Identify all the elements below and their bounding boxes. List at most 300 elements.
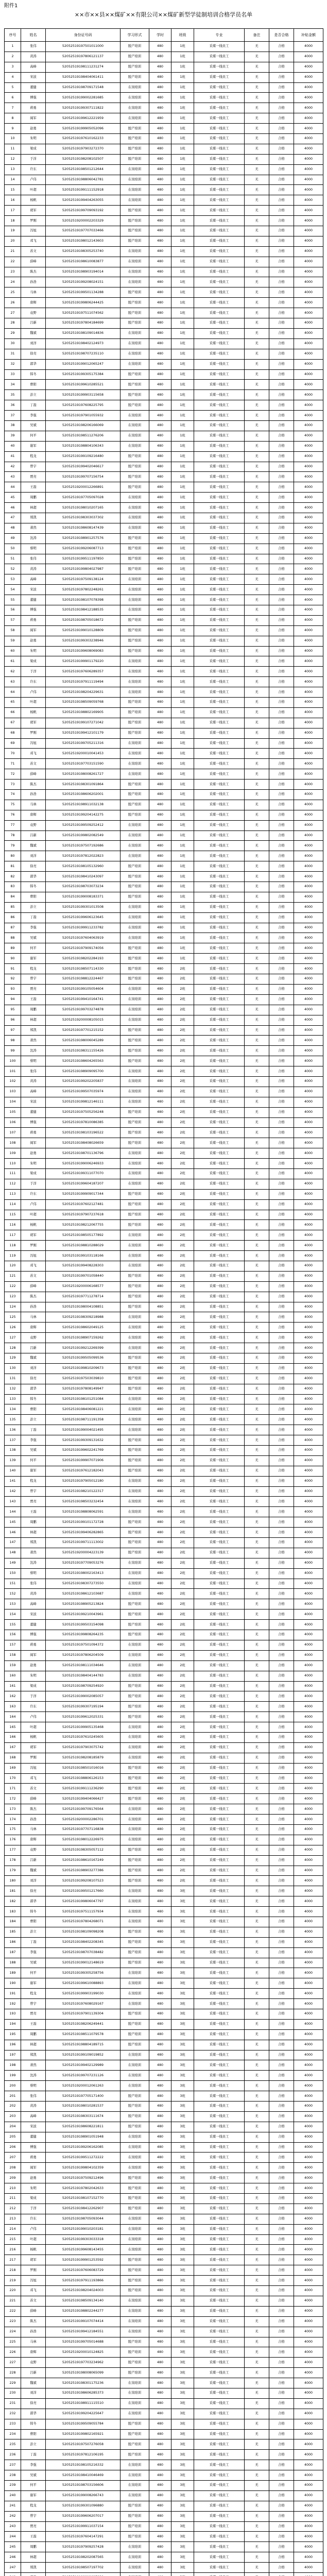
row-class: 1班 — [171, 636, 194, 646]
row-class: 3班 — [171, 2255, 194, 2265]
row-amount: 4000 — [294, 1691, 323, 1702]
row-id-number: 52052519199901253592 — [46, 2255, 121, 2265]
row-index: 81 — [5, 861, 21, 872]
row-name: 沈涛 — [21, 1046, 46, 1056]
table-row — [5, 984, 323, 994]
row-program: 采煤一线员工 — [194, 1323, 245, 1333]
row-remark: 无 — [245, 1794, 269, 1804]
row-id-number: 52052519197703234962 — [46, 2358, 121, 2368]
table-row — [5, 2194, 323, 2204]
row-index: 128 — [5, 1343, 21, 1353]
row-program: 采煤一线员工 — [194, 185, 245, 195]
row-name: 郑凯 — [21, 2050, 46, 2060]
row-amount: 4000 — [294, 1671, 323, 1681]
row-name: 曾宇 — [21, 1999, 46, 2009]
row-status — [269, 2572, 294, 2576]
table-row — [5, 113, 323, 124]
row-amount: 4000 — [294, 656, 323, 667]
row-name: 阎军 — [21, 113, 46, 124]
row-class: 3班 — [171, 2265, 194, 2276]
row-status: 合格 — [269, 1179, 294, 1189]
row-status: 合格 — [269, 533, 294, 544]
row-status: 合格 — [269, 2009, 294, 2020]
row-id-number: 52052519198408026659 — [46, 1138, 121, 1148]
row-name: 袁野 — [21, 1333, 46, 1343]
row-hours: 480 — [149, 369, 171, 380]
row-study-mode: 在岗培训 — [121, 831, 149, 841]
row-study-mode: 脱产培训 — [121, 1773, 149, 1784]
row-index: 151 — [5, 1579, 21, 1589]
row-class: 2班 — [171, 1517, 194, 1528]
row-program: 采煤一线员工 — [194, 2183, 245, 2194]
row-id-number: 52052519198010281537 — [46, 2102, 121, 2112]
row-program: 采煤一线员工 — [194, 328, 245, 338]
row-id-number: 52052519200006168577 — [46, 1281, 121, 1292]
row-amount: 4000 — [294, 2563, 323, 2573]
row-remark: 无 — [245, 2552, 269, 2563]
row-program: 采煤一线员工 — [194, 1159, 245, 1169]
row-index: 3 — [5, 62, 21, 72]
row-id-number: 52052519199707231126 — [46, 2071, 121, 2081]
row-index: 77 — [5, 820, 21, 831]
header-class: 班级 — [171, 29, 194, 42]
row-hours: 480 — [149, 2255, 171, 2265]
row-id-number: 52052519198705093044 — [46, 2214, 121, 2224]
row-remark: 无 — [245, 595, 269, 605]
row-amount: 4000 — [294, 933, 323, 943]
row-amount: 4000 — [294, 1261, 323, 1271]
row-name: 郭华 — [21, 872, 46, 882]
row-hours: 480 — [149, 390, 171, 400]
row-remark: 无 — [245, 1087, 269, 1097]
row-amount: 4000 — [294, 2102, 323, 2112]
row-index: 5 — [5, 82, 21, 93]
row-hours: 480 — [149, 1097, 171, 1107]
row-status: 合格 — [269, 687, 294, 698]
row-name: 曹阳 — [21, 892, 46, 902]
row-status: 合格 — [269, 72, 294, 82]
row-index: 141 — [5, 1476, 21, 1486]
header-program: 专业 — [194, 29, 245, 42]
row-class: 2班 — [171, 1302, 194, 1312]
row-id-number: 52052519199802082549 — [46, 831, 121, 841]
row-hours: 480 — [149, 1548, 171, 1558]
row-id-number: 52052519198711191358 — [46, 1415, 121, 1425]
row-remark: 无 — [245, 1784, 269, 1794]
row-index: 156 — [5, 1630, 21, 1640]
row-amount: 4000 — [294, 2490, 323, 2501]
row-name: 彭立 — [21, 1415, 46, 1425]
row-name: 魏斌 — [21, 1866, 46, 1876]
row-index: 232 — [5, 2409, 21, 2419]
row-program: 采煤一线员工 — [194, 1671, 245, 1681]
row-index: 230 — [5, 2388, 21, 2398]
row-remark: 无 — [245, 1374, 269, 1384]
table-row — [5, 1302, 323, 1312]
row-amount: 4000 — [294, 2327, 323, 2337]
row-hours: 480 — [149, 769, 171, 779]
row-remark: 无 — [245, 400, 269, 411]
row-status: 合格 — [269, 841, 294, 851]
table-row — [5, 2122, 323, 2132]
row-remark: 无 — [245, 1333, 269, 1343]
row-program: 采煤一线员工 — [194, 841, 245, 851]
row-name: 宋波 — [21, 72, 46, 82]
row-id-number: 52052519197703151590 — [46, 759, 121, 769]
row-name: 卢伟 — [21, 175, 46, 185]
table-row — [5, 1189, 323, 1199]
row-hours: 480 — [149, 2245, 171, 2255]
row-amount: 4000 — [294, 2286, 323, 2296]
row-program: 采煤一线员工 — [194, 564, 245, 574]
row-index: 79 — [5, 841, 21, 851]
row-hours: 480 — [149, 2029, 171, 2040]
row-status: 合格 — [269, 1107, 294, 1117]
row-status: 合格 — [269, 892, 294, 902]
row-hours: 480 — [149, 267, 171, 277]
row-class: 2班 — [171, 1261, 194, 1271]
table-row — [5, 1886, 323, 1896]
row-id-number: 52052519197905012180 — [46, 1476, 121, 1486]
row-id-number: 52052519199008183371 — [46, 892, 121, 902]
row-remark: 无 — [245, 1989, 269, 1999]
row-remark: 无 — [245, 2450, 269, 2460]
row-remark: 无 — [245, 523, 269, 533]
row-id-number: 52052519199701058440 — [46, 1271, 121, 1281]
table-row — [5, 1210, 323, 1220]
row-name: 沈涛 — [21, 533, 46, 544]
table-row — [5, 2081, 323, 2091]
row-index: 201 — [5, 2091, 21, 2102]
table-row — [5, 1640, 323, 1650]
row-id-number: 52052519199006246933 — [46, 1159, 121, 1169]
row-study-mode: 脱产培训 — [121, 1712, 149, 1722]
row-study-mode: 在岗培训 — [121, 82, 149, 93]
row-class: 2班 — [171, 1446, 194, 1456]
row-study-mode: 脱产培训 — [121, 1455, 149, 1466]
row-remark: 无 — [245, 349, 269, 359]
row-index: 131 — [5, 1374, 21, 1384]
row-name: 郑凯 — [21, 2563, 46, 2573]
row-program: 采煤一线员工 — [194, 2563, 245, 2573]
row-status: 合格 — [269, 882, 294, 892]
row-amount: 4000 — [294, 82, 323, 93]
row-study-mode: 在岗培训 — [121, 1415, 149, 1425]
row-id-number: 52052519199307195194 — [46, 1702, 121, 1712]
row-class: 3班 — [171, 2163, 194, 2173]
row-class: 2班 — [171, 1558, 194, 1568]
row-index: 52 — [5, 564, 21, 574]
row-hours: 480 — [149, 441, 171, 451]
row-hours: 480 — [149, 359, 171, 369]
row-program: 采煤一线员工 — [194, 636, 245, 646]
row-remark: 无 — [245, 1107, 269, 1117]
row-amount: 4000 — [294, 2296, 323, 2306]
row-amount: 4000 — [294, 574, 323, 585]
row-hours: 480 — [149, 2409, 171, 2419]
row-class: 3班 — [171, 1937, 194, 1947]
row-index: 40 — [5, 441, 21, 451]
row-program: 采煤一线员工 — [194, 2081, 245, 2091]
row-program: 采煤一线员工 — [194, 257, 245, 267]
row-id-number: 52052519198911115510 — [46, 2398, 121, 2409]
row-id-number: 52052519199909017344 — [46, 1189, 121, 1199]
row-hours: 480 — [149, 1722, 171, 1733]
row-program: 采煤一线员工 — [194, 2501, 245, 2511]
row-program: 采煤一线员工 — [194, 298, 245, 308]
row-index: 164 — [5, 1712, 21, 1722]
row-id-number: 52052519198204024003 — [46, 2286, 121, 2296]
row-index: 145 — [5, 1517, 21, 1528]
row-study-mode: 在岗培训 — [121, 1076, 149, 1087]
row-name — [21, 2572, 46, 2576]
row-remark: 无 — [245, 994, 269, 1005]
row-status: 合格 — [269, 1097, 294, 1107]
row-program: 采煤一线员工 — [194, 1230, 245, 1241]
row-id-number: 52052519199410164741 — [46, 994, 121, 1005]
row-remark: 无 — [245, 277, 269, 287]
row-status: 合格 — [269, 790, 294, 800]
row-remark: 无 — [245, 605, 269, 615]
row-remark: 无 — [245, 574, 269, 585]
table-row — [5, 2224, 323, 2234]
row-status: 合格 — [269, 1671, 294, 1681]
row-study-mode: 在岗培训 — [121, 2224, 149, 2234]
row-id-number: 52052519197901139304 — [46, 2009, 121, 2020]
row-remark: 无 — [245, 1056, 269, 1066]
row-status: 合格 — [269, 1528, 294, 1538]
row-amount: 4000 — [294, 1886, 323, 1896]
row-study-mode: 脱产培训 — [121, 954, 149, 964]
row-id-number: 52052519200008105015 — [46, 1015, 121, 1025]
row-name: 刘洋 — [21, 851, 46, 861]
row-index: 80 — [5, 851, 21, 861]
row-hours: 480 — [149, 1220, 171, 1230]
row-class: 1班 — [171, 236, 194, 246]
row-id-number: 52052519197511074562 — [46, 308, 121, 318]
row-study-mode: 脱产培训 — [121, 287, 149, 298]
row-index: 241 — [5, 2501, 21, 2511]
row-hours: 480 — [149, 687, 171, 698]
row-amount: 4000 — [294, 2214, 323, 2224]
row-status: 合格 — [269, 1404, 294, 1415]
row-index: 9 — [5, 124, 21, 134]
row-program: 采煤一线员工 — [194, 493, 245, 503]
row-remark: 无 — [245, 2490, 269, 2501]
row-id-number: 52052519199711113002 — [46, 1538, 121, 1548]
row-status: 合格 — [269, 564, 294, 574]
row-name: 吕新 — [21, 2368, 46, 2378]
row-index: 120 — [5, 1261, 21, 1271]
table-row — [5, 1589, 323, 1599]
row-remark: 无 — [245, 656, 269, 667]
row-status: 合格 — [269, 2204, 294, 2214]
row-amount: 4000 — [294, 902, 323, 912]
row-class: 2班 — [171, 1168, 194, 1179]
row-status: 合格 — [269, 2255, 294, 2265]
row-status: 合格 — [269, 2521, 294, 2532]
row-status: 合格 — [269, 1609, 294, 1620]
row-name: 马林 — [21, 1824, 46, 1835]
row-program: 采煤一线员工 — [194, 2388, 245, 2398]
row-program: 采煤一线员工 — [194, 2347, 245, 2358]
row-name: 苏文 — [21, 246, 46, 257]
row-amount: 4000 — [294, 1937, 323, 1947]
row-index: 171 — [5, 1784, 21, 1794]
row-amount: 4000 — [294, 1056, 323, 1066]
row-hours: 480 — [149, 1907, 171, 1917]
row-hours: 480 — [149, 113, 171, 124]
row-study-mode: 脱产培训 — [121, 615, 149, 625]
row-status: 合格 — [269, 380, 294, 390]
row-index: 32 — [5, 359, 21, 369]
row-name: 张伟 — [21, 554, 46, 564]
row-program: 采煤一线员工 — [194, 800, 245, 810]
row-status: 合格 — [269, 1702, 294, 1712]
row-status: 合格 — [269, 2368, 294, 2378]
row-study-mode: 脱产培训 — [121, 1855, 149, 1866]
row-index: 135 — [5, 1415, 21, 1425]
row-id-number: 52052519198911032138 — [46, 800, 121, 810]
row-class: 1班 — [171, 318, 194, 329]
row-amount: 4000 — [294, 1558, 323, 1568]
row-remark: 无 — [245, 1507, 269, 1517]
row-status: 合格 — [269, 872, 294, 882]
row-study-mode: 脱产培训 — [121, 974, 149, 985]
row-id-number: 52052519198703073234 — [46, 882, 121, 892]
row-class: 3班 — [171, 2050, 194, 2060]
row-class: 1班 — [171, 226, 194, 236]
row-id-number: 52052519197509138124 — [46, 574, 121, 585]
row-status: 合格 — [269, 206, 294, 216]
table-row — [5, 1968, 323, 1978]
row-remark: 无 — [245, 861, 269, 872]
table-row — [5, 308, 323, 318]
row-class: 2班 — [171, 1271, 194, 1281]
row-amount: 4000 — [294, 1773, 323, 1784]
table-row — [5, 1261, 323, 1271]
row-class: 3班 — [171, 2296, 194, 2306]
row-program: 采煤一线员工 — [194, 1937, 245, 1947]
row-study-mode: 在岗培训 — [121, 1907, 149, 1917]
row-remark: 无 — [245, 2368, 269, 2378]
row-program: 采煤一线员工 — [194, 1538, 245, 1548]
row-name: 蔡明 — [21, 2081, 46, 2091]
row-amount: 4000 — [294, 1466, 323, 1476]
row-remark: 无 — [245, 636, 269, 646]
row-study-mode: 脱产培训 — [121, 462, 149, 472]
table-row — [5, 1732, 323, 1742]
row-status: 合格 — [269, 2040, 294, 2050]
row-study-mode: 在岗培训 — [121, 2542, 149, 2552]
row-name: 梁成 — [21, 1168, 46, 1179]
row-remark: 无 — [245, 1681, 269, 1691]
table-row — [5, 1415, 323, 1425]
table-row — [5, 400, 323, 411]
row-amount: 4000 — [294, 308, 323, 318]
row-id-number: 52052519198903194014 — [46, 267, 121, 277]
row-program: 采煤一线员工 — [194, 1978, 245, 1989]
table-row — [5, 1312, 323, 1323]
row-status: 合格 — [269, 1968, 294, 1978]
row-class: 1班 — [171, 718, 194, 728]
row-class: 2班 — [171, 1660, 194, 1671]
row-hours: 480 — [149, 595, 171, 605]
row-amount: 4000 — [294, 2552, 323, 2563]
row-id-number: 52052519197604147291 — [46, 2532, 121, 2542]
row-name: 董健 — [21, 1620, 46, 1630]
row-remark: 无 — [245, 328, 269, 338]
row-class: 1班 — [171, 338, 194, 349]
row-hours: 480 — [149, 2224, 171, 2234]
row-name: 蒋勇 — [21, 2153, 46, 2163]
row-class: 3班 — [171, 1989, 194, 1999]
table-row — [5, 338, 323, 349]
table-row — [5, 1271, 323, 1281]
table-row — [5, 1660, 323, 1671]
row-study-mode: 在岗培训 — [121, 1824, 149, 1835]
row-class: 3班 — [171, 1907, 194, 1917]
row-hours: 480 — [149, 1476, 171, 1486]
row-name: 袁野 — [21, 820, 46, 831]
row-program: 采煤一线员工 — [194, 1876, 245, 1886]
row-remark: 无 — [245, 1937, 269, 1947]
row-study-mode: 在岗培训 — [121, 687, 149, 698]
row-study-mode: 脱产培训 — [121, 2194, 149, 2204]
row-program: 采煤一线员工 — [194, 1046, 245, 1056]
row-status: 合格 — [269, 1681, 294, 1691]
row-amount: 4000 — [294, 1866, 323, 1876]
row-name: 孙浩 — [21, 790, 46, 800]
row-index: 54 — [5, 585, 21, 595]
table-row — [5, 1558, 323, 1568]
row-program: 采煤一线员工 — [194, 2245, 245, 2255]
row-index: 227 — [5, 2358, 21, 2368]
row-name: 吴斌 — [21, 933, 46, 943]
row-status: 合格 — [269, 2122, 294, 2132]
row-index: 159 — [5, 1660, 21, 1671]
row-remark: 无 — [245, 1455, 269, 1466]
row-name: 韩冬 — [21, 1394, 46, 1404]
row-hours: 480 — [149, 2286, 171, 2296]
row-id-number: 52052519199705014688 — [46, 2337, 121, 2347]
row-hours: 480 — [149, 1917, 171, 1927]
row-id-number: 52052519199408228303 — [46, 1261, 121, 1271]
row-class: 1班 — [171, 493, 194, 503]
row-status: 合格 — [269, 1589, 294, 1599]
row-index: 226 — [5, 2347, 21, 2358]
row-amount: 4000 — [294, 472, 323, 482]
table-row — [5, 2019, 323, 2029]
row-program: 采煤一线员工 — [194, 441, 245, 451]
row-hours: 480 — [149, 1640, 171, 1650]
row-id-number: 52052519199503154098 — [46, 1620, 121, 1630]
row-study-mode: 在岗培训 — [121, 1989, 149, 1999]
row-class: 1班 — [171, 390, 194, 400]
table-row — [5, 1947, 323, 1958]
row-study-mode: 脱产培训 — [121, 216, 149, 226]
row-remark: 无 — [245, 1528, 269, 1538]
row-remark: 无 — [245, 892, 269, 902]
row-name: 梁成 — [21, 1681, 46, 1691]
row-name: 林超 — [21, 1528, 46, 1538]
row-index: 84 — [5, 892, 21, 902]
row-remark: 无 — [245, 257, 269, 267]
row-remark: 无 — [245, 1179, 269, 1189]
row-index: 204 — [5, 2122, 21, 2132]
row-class: 1班 — [171, 328, 194, 338]
row-name: 曹阳 — [21, 1404, 46, 1415]
